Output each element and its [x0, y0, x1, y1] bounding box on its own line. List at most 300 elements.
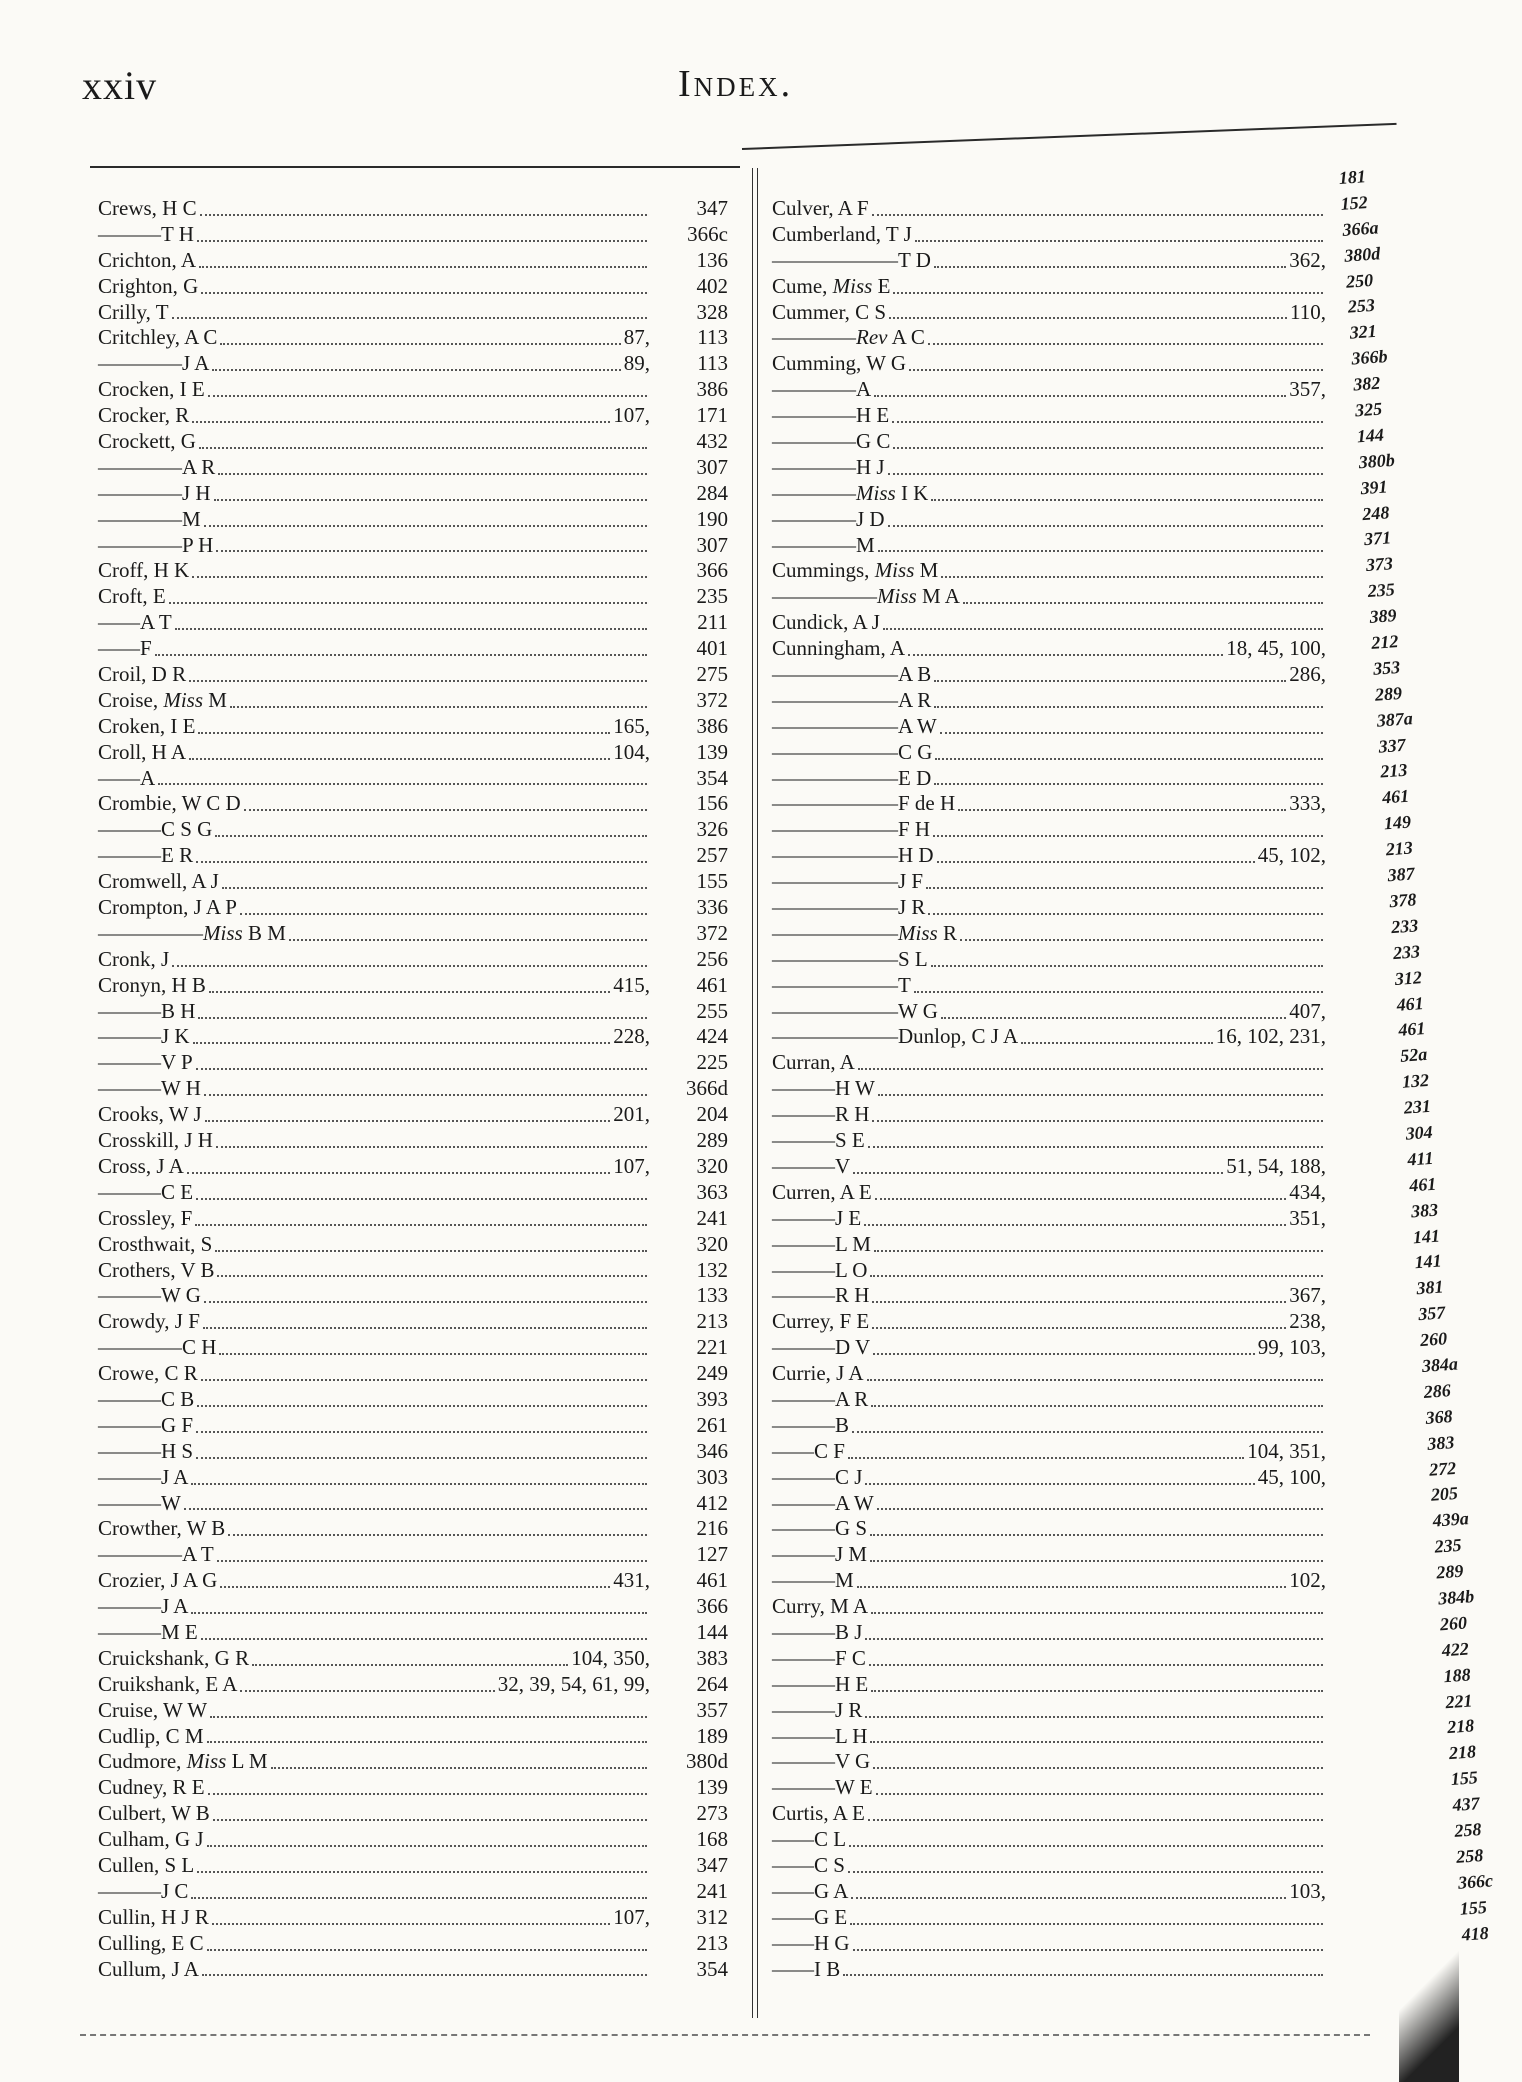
dot-leader	[207, 1923, 647, 1951]
dot-leader	[848, 1431, 1244, 1459]
dot-leader	[212, 1897, 610, 1925]
entry-name: ——A T	[98, 610, 172, 635]
dot-leader	[172, 292, 647, 320]
dot-leader	[252, 1638, 568, 1666]
entry-name: ————M	[772, 532, 875, 557]
entry-page: 149	[1383, 811, 1412, 834]
dot-leader	[934, 758, 1323, 786]
dot-leader	[240, 887, 647, 915]
entry-name: ————Miss I K	[772, 480, 929, 505]
dot-leader	[851, 1871, 1286, 1899]
dot-leader	[960, 913, 1323, 941]
entry-name: ———V P	[98, 1050, 193, 1075]
entry-name: ———W E	[772, 1775, 873, 1800]
entry-title: Miss	[874, 558, 915, 583]
dot-leader	[155, 628, 647, 656]
entry-extra-pages: 357,	[1289, 377, 1326, 402]
entry-page: 213	[696, 1930, 728, 1955]
entry-name: —————Miss M A	[772, 584, 960, 609]
dot-leader	[198, 706, 610, 734]
entry-name: ——————F H	[772, 817, 931, 842]
entry-extra-pages: 407,	[1289, 998, 1326, 1023]
dot-leader	[909, 343, 1323, 371]
entry-page: 155	[1459, 1896, 1488, 1919]
dot-leader	[871, 1379, 1323, 1407]
entry-page: 218	[1446, 1715, 1475, 1738]
dot-leader	[858, 1042, 1323, 1070]
dot-leader	[201, 1612, 647, 1640]
entry-page: 132	[696, 1257, 728, 1282]
entry-page: 260	[1439, 1612, 1468, 1635]
entry-page: 155	[1450, 1767, 1479, 1790]
dot-leader	[873, 1741, 1323, 1769]
entry-extra-pages: 351,	[1289, 1205, 1326, 1230]
entry-name: ——————E D	[772, 765, 932, 790]
page-number: xxiv	[82, 63, 158, 108]
dot-leader	[192, 395, 610, 423]
dot-leader	[875, 1172, 1287, 1200]
entry-name: ——————A B	[772, 662, 932, 687]
entry-page: 411	[1406, 1147, 1435, 1170]
dot-leader	[889, 292, 1287, 320]
dot-leader	[193, 1017, 611, 1045]
page-edge-shadow	[1399, 1922, 1459, 2082]
dot-leader	[214, 473, 647, 501]
entry-page: 136	[696, 247, 728, 272]
entry-name: ———B H	[98, 998, 196, 1023]
entry-name: ———A W	[772, 1490, 874, 1515]
entry-page: 156	[696, 791, 728, 816]
entry-extra-pages: 434,	[1289, 1179, 1326, 1204]
entry-title: Rev	[856, 325, 888, 350]
dot-leader	[199, 240, 647, 268]
entry-name: ——————S L	[772, 946, 928, 971]
entry-name: ———G S	[772, 1516, 868, 1541]
dot-leader	[184, 1483, 647, 1511]
entry-page: 366	[696, 1594, 728, 1619]
entry-extra-pages: 45, 102,	[1257, 843, 1326, 868]
entry-page: 354	[696, 765, 728, 790]
dot-leader	[271, 1741, 647, 1769]
entry-name: Croff, H K	[98, 558, 190, 583]
dot-leader	[169, 576, 647, 604]
entry-name: ————J D	[772, 506, 885, 531]
dot-leader	[933, 809, 1323, 837]
entry-name: ———L M	[772, 1231, 871, 1256]
entry-page: 321	[1348, 321, 1378, 343]
entry-name: Cummer, C S	[772, 299, 887, 324]
entry-page: 139	[696, 1775, 728, 1800]
dot-leader	[201, 266, 647, 294]
dot-leader	[852, 1405, 1323, 1433]
entry-name: ————J A	[98, 351, 210, 376]
dot-leader	[200, 188, 647, 216]
entry-page: 432	[696, 429, 728, 453]
entry-name: ——————Miss R	[772, 920, 957, 945]
index-entry	[772, 1957, 1332, 1983]
dot-leader	[926, 861, 1323, 889]
dot-leader	[958, 783, 1286, 811]
entry-page: 231	[1403, 1095, 1432, 1118]
entry-page: 113	[697, 351, 728, 376]
entry-page: 393	[696, 1386, 728, 1411]
entry-name: ——A	[98, 765, 156, 790]
dot-leader	[197, 1379, 647, 1407]
entry-name: Cruise, W W	[98, 1697, 208, 1722]
dot-leader	[172, 939, 647, 967]
entry-page: 144	[1356, 424, 1385, 447]
entry-page: 212	[1370, 631, 1399, 653]
entry-page: 261	[696, 1412, 728, 1437]
entry-name: Crombie, W C D	[98, 791, 241, 816]
entry-page: 304	[1404, 1121, 1434, 1144]
entry-page: 275	[696, 662, 728, 687]
entry-extra-pages: 228,	[613, 1024, 650, 1049]
entry-page: 235	[1367, 579, 1396, 602]
column-divider	[752, 168, 753, 2018]
dot-leader	[872, 188, 1323, 216]
entry-name: ———E R	[98, 843, 194, 868]
entry-page: 307	[696, 454, 728, 479]
entry-page: 188	[1442, 1664, 1472, 1686]
entry-page: 258	[1453, 1819, 1483, 1841]
dot-leader	[199, 421, 647, 449]
entry-page: 264	[696, 1671, 728, 1696]
dot-leader	[244, 783, 647, 811]
entry-page: 289	[1435, 1560, 1464, 1583]
entry-page: 225	[696, 1050, 728, 1075]
entry-page: 235	[696, 584, 728, 609]
entry-name: ————H J	[772, 454, 885, 479]
entry-page: 218	[1448, 1741, 1477, 1764]
entry-page: 439a	[1432, 1508, 1470, 1531]
entry-page: 437	[1451, 1793, 1481, 1816]
entry-name: ———J C	[98, 1878, 189, 1903]
entry-extra-pages: 87,	[623, 325, 650, 350]
entry-name: ———L O	[772, 1257, 868, 1282]
entry-extra-pages: 107,	[613, 403, 650, 428]
dot-leader	[870, 1716, 1323, 1744]
entry-page: 378	[1388, 889, 1418, 912]
dot-leader	[198, 991, 647, 1019]
entry-page: 320	[696, 1231, 728, 1256]
entry-name: ——————A R	[772, 687, 932, 712]
entry-title: Miss	[898, 920, 938, 945]
entry-name: ———J A	[98, 1594, 189, 1619]
dot-leader	[1021, 1017, 1213, 1045]
entry-name: ———C J	[772, 1464, 863, 1489]
entry-name: Crockett, G	[98, 429, 196, 453]
entry-page: 387a	[1376, 707, 1414, 731]
entry-page: 312	[1394, 966, 1423, 989]
dot-leader	[934, 654, 1286, 682]
dot-leader	[208, 1767, 647, 1795]
entry-name: Currey, F E	[772, 1309, 870, 1334]
entry-page: 221	[1444, 1689, 1474, 1712]
entry-page: 380d	[686, 1749, 728, 1774]
entry-extra-pages: 107,	[613, 1153, 650, 1178]
entry-extra-pages: 415,	[613, 972, 650, 997]
entry-name: Culver, A F	[772, 195, 869, 220]
entry-page: 384b	[1437, 1585, 1475, 1609]
entry-page: 380d	[1343, 242, 1381, 266]
entry-name: Cundick, A J	[772, 610, 880, 635]
entry-page: 52a	[1399, 1044, 1428, 1067]
entry-page: 255	[696, 998, 728, 1023]
entry-name: ——————J R	[772, 895, 926, 920]
entry-page: 233	[1392, 940, 1421, 963]
entry-page: 260	[1419, 1328, 1448, 1351]
entry-name: —————Miss B M	[98, 920, 286, 945]
entry-name: ———L H	[772, 1723, 868, 1748]
entry-page: 412	[696, 1490, 728, 1515]
entry-name: Croft, E	[98, 584, 166, 609]
dot-leader	[888, 499, 1323, 527]
dot-leader	[892, 395, 1323, 423]
entry-extra-pages: 110,	[1290, 299, 1326, 324]
entry-name: Currie, J A	[772, 1361, 864, 1386]
entry-page: 389	[1368, 605, 1398, 628]
entry-name: ———F C	[772, 1645, 866, 1670]
entry-name: ————G C	[772, 429, 891, 453]
entry-page: 387	[1386, 863, 1416, 886]
dot-leader	[914, 965, 1323, 993]
entry-name: ———W H	[98, 1076, 201, 1101]
entry-name: ————A	[772, 377, 872, 402]
entry-name: ———H E	[772, 1671, 869, 1696]
dot-leader	[893, 421, 1323, 449]
entry-page: 328	[696, 299, 728, 324]
entry-name: ——C S	[772, 1852, 845, 1877]
dot-leader	[865, 1612, 1323, 1640]
dot-leader	[197, 214, 647, 242]
entry-extra-pages: 333,	[1289, 791, 1326, 816]
entry-page: 284	[696, 480, 728, 505]
entry-page: 216	[696, 1516, 728, 1541]
entry-page: 303	[696, 1464, 728, 1489]
dot-leader	[865, 1457, 1254, 1485]
entry-name: Cumming, W G	[772, 351, 906, 376]
entry-page: 250	[1345, 269, 1374, 292]
entry-name: ——————H D	[772, 843, 934, 868]
page-title: Index.	[678, 63, 794, 105]
dot-leader	[212, 343, 620, 371]
entry-page: 152	[1339, 191, 1369, 214]
dot-leader	[853, 1146, 1223, 1174]
entry-name: Crossley, F	[98, 1205, 193, 1230]
dot-leader	[213, 1793, 647, 1821]
entry-title: Miss	[832, 273, 873, 298]
entry-page: 258	[1455, 1844, 1484, 1867]
page-header	[82, 62, 1402, 122]
dot-leader	[196, 1405, 647, 1433]
entry-page: 248	[1361, 501, 1390, 524]
dot-leader	[240, 1664, 494, 1692]
entry-page: 139	[696, 739, 728, 764]
entry-page: 418	[1460, 1922, 1490, 1945]
entry-name: Croil, D R	[98, 662, 187, 687]
entry-title: Miss	[203, 920, 243, 945]
entry-name: Cruickshank, G R	[98, 1645, 250, 1670]
entry-page: 366a	[1341, 217, 1380, 240]
entry-name: ——————C G	[772, 739, 933, 764]
left-index-column	[98, 196, 728, 1982]
entry-page: 253	[1347, 295, 1376, 318]
dot-leader	[872, 1094, 1323, 1122]
entry-extra-pages: 104,	[613, 739, 650, 764]
entry-name: ————A R	[98, 454, 216, 479]
dot-leader	[937, 835, 1255, 863]
entry-page: 461	[1408, 1173, 1437, 1196]
entry-name: Cunningham, A	[772, 636, 906, 661]
entry-name: Culham, G J	[98, 1827, 204, 1852]
entry-name: ———W G	[98, 1283, 201, 1308]
entry-name: ———C S G	[98, 817, 213, 842]
entry-name: ——————J F	[772, 869, 924, 894]
dot-leader	[874, 1224, 1323, 1252]
entry-page: 221	[696, 1335, 728, 1360]
entry-name: Crozier, J A G	[98, 1568, 218, 1593]
entry-name: ——————W G	[772, 998, 938, 1023]
entry-name: ———H W	[772, 1076, 875, 1101]
entry-name: ———J M	[772, 1542, 868, 1567]
dot-leader	[883, 602, 1323, 630]
dot-leader	[908, 628, 1223, 656]
entry-page: 272	[1428, 1457, 1457, 1480]
entry-extra-pages: 89,	[623, 351, 650, 376]
entry-name: Culling, E C	[98, 1930, 204, 1955]
entry-page: 373	[1365, 553, 1394, 576]
entry-name: ————Rev A C	[772, 325, 925, 350]
entry-page: 205	[1430, 1483, 1459, 1506]
dot-leader	[197, 1845, 647, 1873]
dot-leader	[191, 1586, 647, 1614]
dot-leader	[216, 1120, 647, 1148]
dot-leader	[191, 1457, 647, 1485]
entry-page: 289	[1374, 682, 1403, 705]
entry-name: Cumberland, T J	[772, 221, 912, 246]
entry-page: 312	[696, 1904, 728, 1929]
entry-name: ———V G	[772, 1749, 871, 1774]
dot-leader	[848, 1845, 1323, 1873]
entry-name: Cronk, J	[98, 946, 170, 971]
dot-leader	[963, 576, 1323, 604]
entry-page: 366b	[1350, 346, 1389, 369]
entry-extra-pages: 18, 45, 100,	[1226, 636, 1326, 661]
dot-leader	[192, 550, 647, 578]
dot-leader	[874, 369, 1286, 397]
entry-title: Miss	[856, 480, 896, 505]
entry-name: Crews, H C	[98, 195, 197, 220]
entry-name: Crocken, I E	[98, 377, 205, 402]
entry-name: Crilly, T	[98, 299, 169, 324]
entry-page: 366c	[1457, 1870, 1494, 1893]
entry-name: Cronyn, H B	[98, 972, 206, 997]
entry-name: Curry, M A	[772, 1594, 869, 1619]
entry-name: Crompton, J A P	[98, 895, 237, 920]
entry-name: Curran, A	[772, 1050, 855, 1075]
dot-leader	[220, 317, 620, 345]
dot-leader	[928, 317, 1323, 345]
header-rule-left	[90, 166, 740, 168]
dot-leader	[931, 473, 1323, 501]
entry-name: ————H E	[772, 403, 890, 428]
entry-page: 257	[696, 843, 728, 868]
dot-leader	[941, 991, 1286, 1019]
entry-page: 213	[1379, 760, 1409, 782]
dot-leader	[871, 1664, 1323, 1692]
entry-title: Miss	[163, 687, 204, 712]
entry-name: ————A T	[98, 1542, 214, 1567]
entry-name: ———B J	[772, 1619, 863, 1644]
entry-name: Crowther, W B	[98, 1516, 226, 1541]
dot-leader	[941, 550, 1323, 578]
entry-name: Crooks, W J	[98, 1102, 202, 1127]
entry-name: Crothers, V B	[98, 1257, 215, 1282]
entry-page: 383	[1410, 1199, 1439, 1222]
entry-name: Crighton, G	[98, 273, 199, 298]
entry-extra-pages: 238,	[1289, 1309, 1326, 1334]
entry-name: Cullen, S L	[98, 1852, 195, 1877]
index-entry	[98, 1957, 728, 1983]
entry-page: 213	[1385, 837, 1414, 860]
dot-leader	[870, 1508, 1323, 1536]
entry-page: 357	[1417, 1302, 1446, 1325]
dot-leader	[208, 369, 647, 397]
entry-page: 307	[696, 532, 728, 557]
dot-leader	[870, 1250, 1323, 1278]
dot-leader	[915, 214, 1323, 242]
dot-leader	[196, 1042, 647, 1070]
entry-page: 461	[1395, 992, 1425, 1015]
entry-name: ——G E	[772, 1904, 848, 1929]
dot-leader	[196, 1431, 647, 1459]
dot-leader	[219, 1327, 647, 1355]
dot-leader	[204, 1068, 647, 1096]
entry-page: 461	[1381, 785, 1410, 808]
entry-page: 211	[697, 610, 728, 635]
dot-leader	[201, 1353, 647, 1381]
dot-leader	[215, 1224, 647, 1252]
entry-page: 181	[1338, 166, 1367, 188]
entry-name: ——I B	[772, 1956, 841, 1981]
entry-page: 383	[696, 1645, 728, 1670]
entry-name: ———R H	[772, 1102, 870, 1127]
entry-name: ————M	[98, 506, 201, 531]
entry-extra-pages: 104, 351,	[1247, 1438, 1326, 1463]
entry-name: ———S E	[772, 1128, 865, 1153]
entry-extra-pages: 104, 350,	[571, 1645, 650, 1670]
entry-page: 401	[696, 636, 728, 661]
dot-leader	[207, 1819, 647, 1847]
entry-page: 273	[696, 1801, 728, 1826]
entry-name: ———C E	[98, 1179, 194, 1204]
dot-leader	[189, 732, 610, 760]
entry-page: 366c	[687, 221, 728, 246]
entry-page: 422	[1441, 1638, 1470, 1661]
entry-name: Critchley, A C	[98, 325, 218, 350]
entry-name: Cruikshank, E A	[98, 1671, 238, 1696]
dot-leader	[175, 602, 647, 630]
dot-leader	[878, 525, 1323, 553]
dot-leader	[869, 1638, 1323, 1666]
entry-page: 235	[1433, 1534, 1463, 1557]
dot-leader	[191, 1871, 647, 1899]
entry-name: Cume, Miss E	[772, 273, 891, 298]
entry-name: ———J R	[772, 1697, 863, 1722]
dot-leader	[843, 1949, 1323, 1977]
dot-leader	[222, 861, 647, 889]
